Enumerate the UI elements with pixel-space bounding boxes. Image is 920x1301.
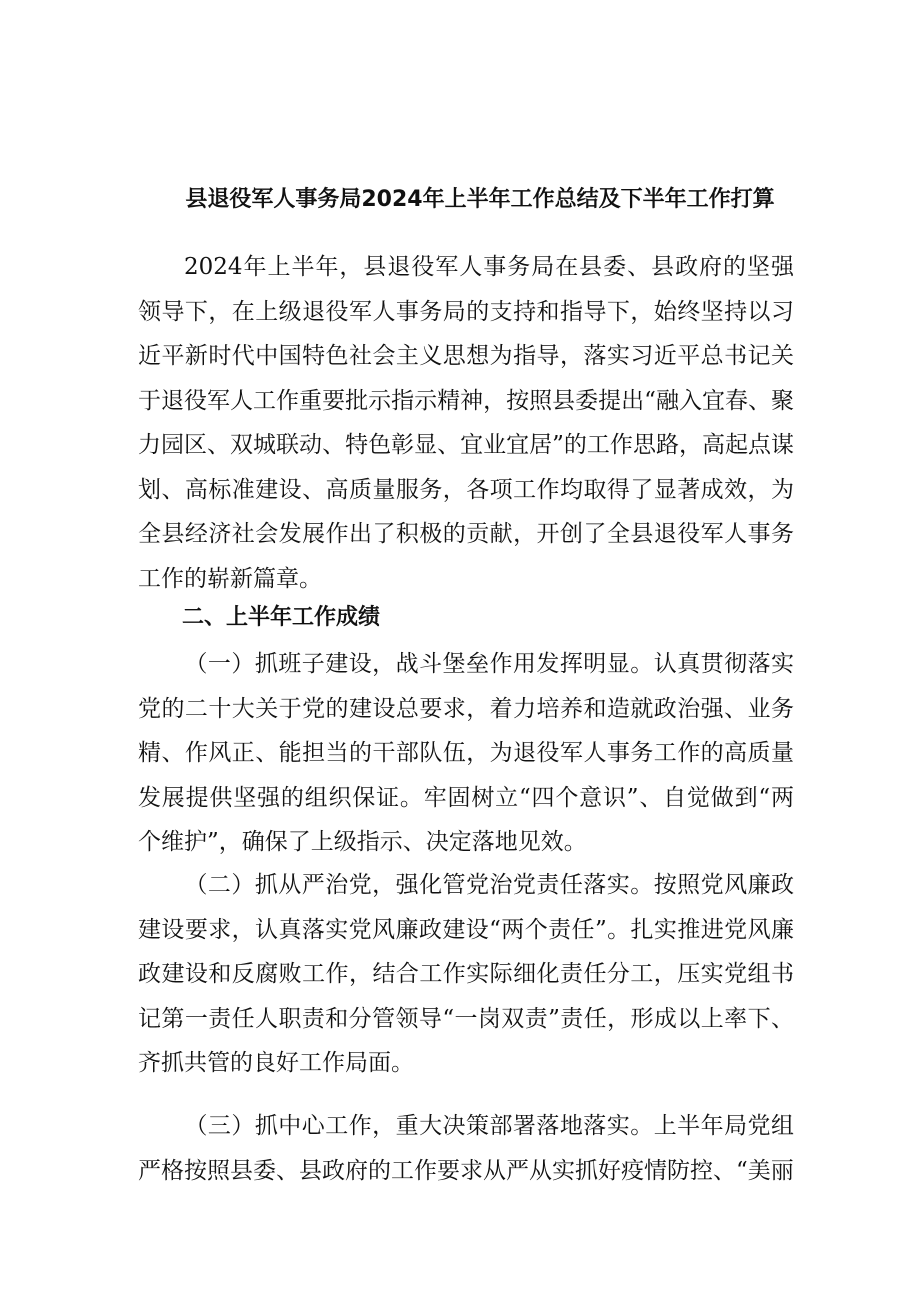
item-text-3: （三）抓中心工作，重大决策部署落地落实。上半年局党组严格按照县委、县政府的工作要求从严从实抓好疫情防控、“美丽	[138, 1113, 794, 1184]
section-heading: 二、上半年工作成绩	[182, 605, 381, 630]
document-title: 县退役军人事务局2024年上半年工作总结及下半年工作打算	[185, 186, 775, 212]
intro-text: 2024年上半年，县退役军人事务局在县委、县政府的坚强领导下，在上级退役军人事务局的支持和指导下，始终坚持以习近平新时代中国特色社会主义思想为指导，落实习近平总书记关于退役军人工作重要批示指示精神，按照县委提出“融入宜春、聚力园区、双城联动、特色彰显、宜业宜居”的工作思路，高起点谋划、高标准建设、高质量服务，各项工作均取得了显著成效，为全县经济社会发展作出了积极的贡献，开创了全县退役军人事务工作的崭新篇章。	[138, 254, 794, 592]
item-paragraph-1	[138, 642, 794, 865]
item-text-1: （一）抓班子建设，战斗堡垒作用发挥明显。认真贯彻落实党的二十大关于党的建设总要求，着力培养和造就政治强、业务精、作风正、能担当的干部队伍，为退役军人事务工作的高质量发展提供坚强的组织保证。牢固树立“四个意识”、自觉做到“两个维护”，确保了上级指示、决定落地见效。	[138, 651, 794, 855]
intro-paragraph	[138, 245, 794, 601]
item-paragraph-2	[138, 863, 794, 1086]
item-text-2: （二）抓从严治党，强化管党治党责任落实。按照党风廉政建设要求，认真落实党风廉政建设“两个责任”。扎实推进党风廉政建设和反腐败工作，结合工作实际细化责任分工，压实党组书记第一责任人职责和分管领导“一岗双责”责任，形成以上率下、齐抓共管的良好工作局面。	[138, 872, 794, 1076]
item-paragraph-3	[138, 1104, 794, 1193]
